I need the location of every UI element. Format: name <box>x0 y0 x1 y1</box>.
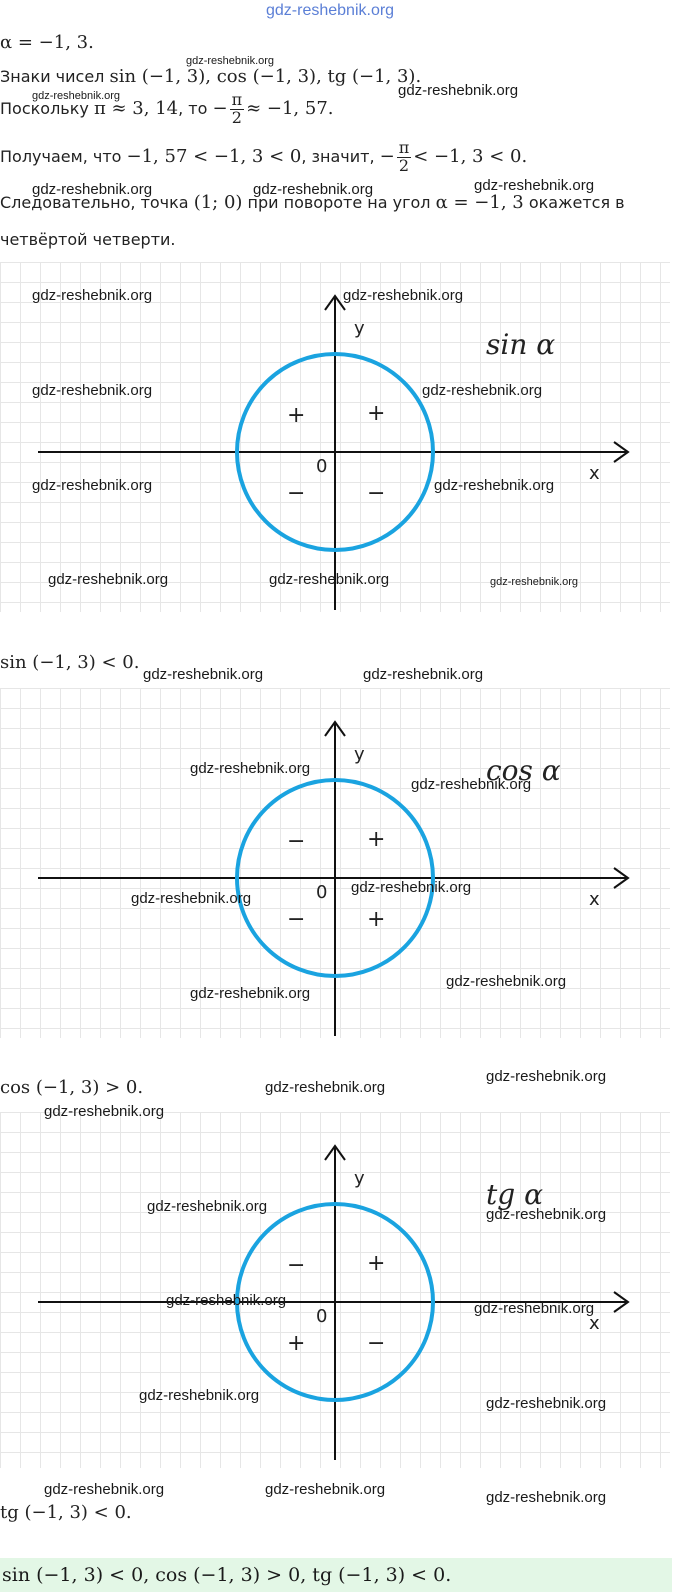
watermark: gdz-reshebnik.org <box>48 571 169 588</box>
cos-diagram <box>0 688 670 1038</box>
function-label: tg α <box>486 1178 543 1211</box>
watermark: gdz-reshebnik.org <box>490 576 579 588</box>
watermark: gdz-reshebnik.org <box>147 1198 268 1215</box>
alpha-value: α = −1, 3. <box>0 32 94 53</box>
sin-diagram <box>0 262 670 612</box>
sign-quadrant-4: − <box>367 1331 386 1356</box>
tg-result: tg (−1, 3) < 0. <box>0 1502 132 1523</box>
origin-label: 0 <box>316 882 328 903</box>
watermark: gdz-reshebnik.org <box>411 776 532 793</box>
watermark: gdz-reshebnik.org <box>186 55 275 67</box>
inequality-line: Получаем, что −1, 57 < −1, 3 < 0, значит, − $\frac{\pi}{2}$ < −1, 3 < 0. <box>0 138 528 175</box>
watermark: gdz-reshebnik.org <box>139 1387 260 1404</box>
watermark: gdz-reshebnik.org <box>253 181 374 198</box>
sign-quadrant-4: − <box>367 481 386 506</box>
watermark: gdz-reshebnik.org <box>166 1292 287 1309</box>
watermark: gdz-reshebnik.org <box>486 1395 607 1412</box>
origin-label: 0 <box>316 456 328 477</box>
tg-diagram <box>0 1112 670 1468</box>
watermark: gdz-reshebnik.org <box>131 890 252 907</box>
y-axis-label: y <box>354 744 365 765</box>
y-axis-label: y <box>354 318 365 339</box>
function-label: cos α <box>486 754 561 787</box>
watermark: gdz-reshebnik.org <box>398 82 519 99</box>
watermark: gdz-reshebnik.org <box>32 287 153 304</box>
watermark: gdz-reshebnik.org <box>44 1103 165 1120</box>
watermark: gdz-reshebnik.org <box>474 1300 595 1317</box>
origin-label: 0 <box>316 1306 328 1327</box>
watermark: gdz-reshebnik.org <box>422 382 543 399</box>
watermark: gdz-reshebnik.org <box>44 1481 165 1498</box>
watermark: gdz-reshebnik.org <box>190 760 311 777</box>
pi-line: Поскольку π ≈ 3, 14, то − $\frac{\pi}{2}$ ≈ −1, 57. <box>0 90 334 127</box>
watermark: gdz-reshebnik.org <box>351 879 472 896</box>
watermark: gdz-reshebnik.org <box>143 666 264 683</box>
sin-diagram-svg <box>0 262 670 612</box>
sign-quadrant-2: + <box>287 403 306 428</box>
sign-quadrant-2: − <box>287 829 306 854</box>
sign-quadrant-1: + <box>367 1251 386 1276</box>
x-axis-label: x <box>589 889 600 910</box>
sign-quadrant-1: + <box>367 401 386 426</box>
watermark: gdz-reshebnik.org <box>32 181 153 198</box>
tg-diagram-svg <box>0 1112 670 1468</box>
sign-quadrant-3: − <box>287 907 306 932</box>
final-answer: sin (−1, 3) < 0, cos (−1, 3) > 0, tg (−1, 3) < 0. <box>0 1558 672 1592</box>
sign-quadrant-2: − <box>287 1253 306 1278</box>
x-axis-label: x <box>589 463 600 484</box>
cos-diagram-svg <box>0 688 670 1038</box>
sign-quadrant-3: + <box>287 1331 306 1356</box>
watermark: gdz-reshebnik.org <box>269 571 390 588</box>
y-axis-label: y <box>354 1168 365 1189</box>
watermark: gdz-reshebnik.org <box>32 477 153 494</box>
watermark: gdz-reshebnik.org <box>343 287 464 304</box>
watermark: gdz-reshebnik.org <box>363 666 484 683</box>
pi-half-fraction-2: $\frac{\pi}{2}$ <box>398 138 410 175</box>
watermark: gdz-reshebnik.org <box>486 1489 607 1506</box>
watermark: gdz-reshebnik.org <box>434 477 555 494</box>
watermark: gdz-reshebnik.org <box>32 90 121 102</box>
sign-quadrant-3: − <box>287 481 306 506</box>
sin-result: sin (−1, 3) < 0. <box>0 652 140 673</box>
x-axis-label: x <box>589 1313 600 1334</box>
pi-half-fraction: $\frac{\pi}{2}$ <box>231 90 243 127</box>
quarter-line: четвёртой четверти. <box>0 230 176 249</box>
watermark: gdz-reshebnik.org <box>32 382 153 399</box>
sign-quadrant-4: + <box>367 907 386 932</box>
conclusion-line: Следовательно, точка (1; 0) при повороте на угол α = −1, 3 окажется в <box>0 192 625 213</box>
signs-line: Знаки чисел sin (−1, 3), cos (−1, 3), tg (−1, 3). <box>0 66 422 87</box>
watermark: gdz-reshebnik.org <box>265 1079 386 1096</box>
watermark: gdz-reshebnik.org <box>446 973 567 990</box>
watermark: gdz-reshebnik.org <box>265 1481 386 1498</box>
site-watermark: gdz-reshebnik.org <box>266 2 395 19</box>
watermark: gdz-reshebnik.org <box>486 1068 607 1085</box>
watermark: gdz-reshebnik.org <box>486 1206 607 1223</box>
cos-result: cos (−1, 3) > 0. <box>0 1077 144 1098</box>
watermark: gdz-reshebnik.org <box>474 177 595 194</box>
function-label: sin α <box>486 328 556 361</box>
watermark: gdz-reshebnik.org <box>190 985 311 1002</box>
sign-quadrant-1: + <box>367 827 386 852</box>
